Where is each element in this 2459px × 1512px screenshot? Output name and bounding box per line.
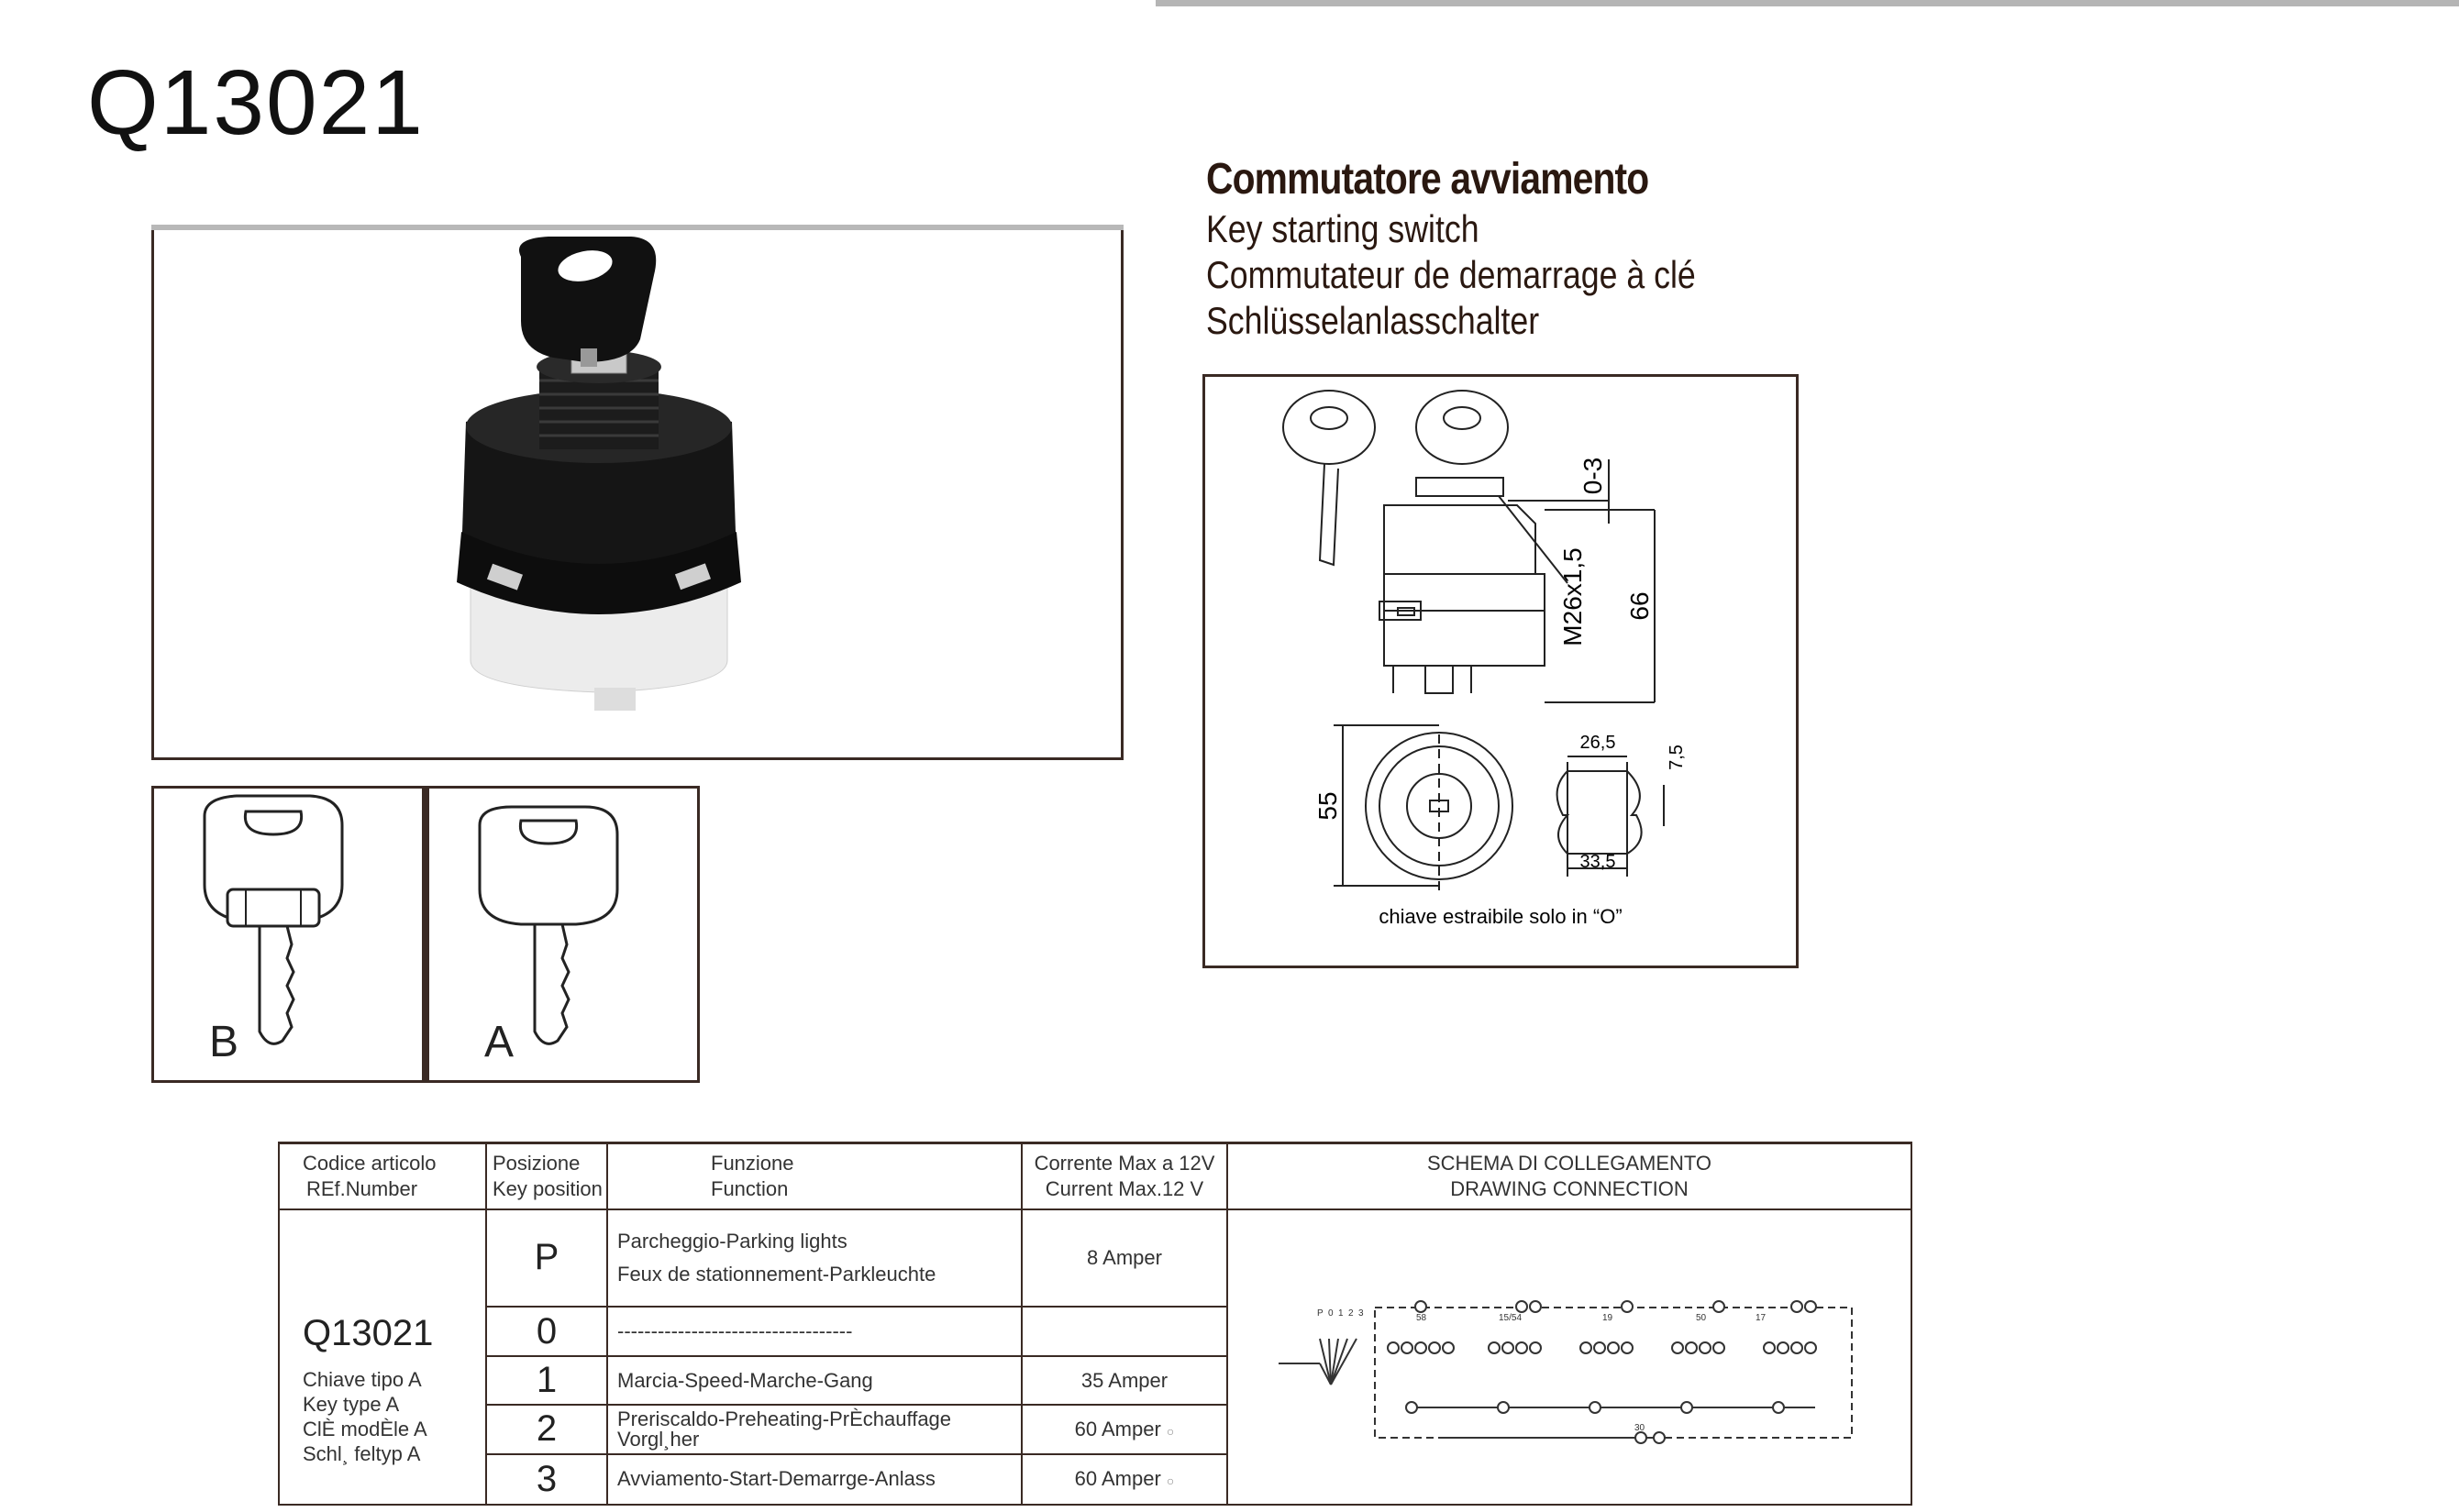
header-code bbox=[279, 1143, 486, 1209]
dim-thread-label: M26x1,5 bbox=[1558, 547, 1587, 646]
table-row bbox=[279, 1209, 1911, 1308]
current-cell bbox=[1022, 1454, 1227, 1504]
header-diagram bbox=[1227, 1143, 1911, 1209]
table-product-code: Q13021 bbox=[303, 1312, 434, 1353]
current-cell: 35 Amper bbox=[1022, 1356, 1227, 1404]
key-type-a-box bbox=[426, 786, 700, 1083]
key-a-icon bbox=[429, 789, 697, 1080]
wiring-diagram bbox=[1228, 1210, 1909, 1504]
function-cell: Avviamento-Start-Demarrge-Anlass bbox=[607, 1454, 1022, 1504]
header-diagram-line1: SCHEMA DI COLLEGAMENTO bbox=[1426, 1151, 1712, 1175]
header-function-line2: Function bbox=[711, 1176, 789, 1200]
technical-drawing-frame bbox=[1202, 374, 1799, 968]
current-value: 60 Amper bbox=[1074, 1467, 1161, 1491]
product-photo-frame bbox=[151, 226, 1124, 760]
terminal-label: 19 bbox=[1602, 1312, 1613, 1323]
header-current bbox=[1022, 1143, 1227, 1209]
current-value: 60 Amper bbox=[1074, 1417, 1161, 1440]
title-italian: Commutatore avviamento bbox=[1206, 155, 1649, 204]
dim-bottom-label: 33,5 bbox=[1579, 852, 1616, 872]
function-line: Feux de stationnement-Parkleuchte bbox=[617, 1262, 936, 1286]
header-code-line2: REf.Number bbox=[306, 1176, 418, 1200]
title-english: Key starting switch bbox=[1206, 207, 1479, 250]
ignition-switch-image bbox=[154, 229, 1121, 757]
drawing-caption: chiave estraibile solo in “O” bbox=[1379, 905, 1623, 928]
switch-pos-label: 3 bbox=[1358, 1308, 1364, 1319]
terminal-label: 17 bbox=[1756, 1312, 1767, 1323]
switch-pos-label: 1 bbox=[1338, 1308, 1344, 1319]
code-cell bbox=[279, 1209, 486, 1505]
dim-depth-label: 7,5 bbox=[1667, 745, 1687, 770]
dim-diameter-label: 55 bbox=[1313, 791, 1342, 821]
header-function bbox=[607, 1143, 1022, 1209]
key-a-label: A bbox=[484, 1018, 515, 1066]
header-function-line1: Funzione bbox=[711, 1151, 794, 1175]
function-line: Parcheggio-Parking lights bbox=[617, 1229, 847, 1253]
position-cell: P bbox=[486, 1209, 607, 1308]
function-cell: ----------------------------------- bbox=[607, 1307, 1022, 1356]
wiring-diagram-cell bbox=[1227, 1209, 1911, 1505]
header-current-line1: Corrente Max a 12V bbox=[1034, 1151, 1215, 1175]
header-code-line1: Codice articolo bbox=[303, 1151, 437, 1175]
terminal-label: 58 bbox=[1416, 1312, 1427, 1323]
table-header-row bbox=[279, 1143, 1911, 1209]
header-position-line1: Posizione bbox=[493, 1151, 581, 1175]
function-line: Preriscaldo-Preheating-PrÈchauffage bbox=[617, 1407, 952, 1430]
dim-height-label: 66 bbox=[1625, 591, 1654, 621]
current-cell bbox=[1022, 1405, 1227, 1454]
position-cell: 2 bbox=[486, 1405, 607, 1454]
header-diagram-line2: DRAWING CONNECTION bbox=[1450, 1176, 1689, 1200]
position-cell: 1 bbox=[486, 1356, 607, 1404]
switch-pos-label: 0 bbox=[1328, 1308, 1334, 1319]
key-type-line: Chiave tipo A bbox=[303, 1367, 422, 1391]
key-type-line: ClÈ modÈle A bbox=[303, 1417, 427, 1440]
header-current-line2: Current Max.12 V bbox=[1045, 1176, 1204, 1200]
key-type-b-box bbox=[151, 786, 425, 1083]
key-type-line: Schl¸ feltyp A bbox=[303, 1441, 421, 1465]
position-cell: 0 bbox=[486, 1307, 607, 1356]
function-line: Vorgl¸her bbox=[617, 1427, 700, 1451]
dim-width-label: 26,5 bbox=[1579, 733, 1616, 753]
dim-top-label: 0-3 bbox=[1578, 457, 1607, 495]
switch-pos-label: P bbox=[1317, 1308, 1324, 1319]
terminal-label: 15/54 bbox=[1499, 1312, 1523, 1323]
title-french: Commutateur de demarrage à clé bbox=[1206, 253, 1696, 296]
current-cell bbox=[1022, 1307, 1227, 1356]
key-box-divider bbox=[423, 786, 426, 1083]
title-block bbox=[1206, 154, 1782, 344]
title-german: Schlüsselanlasschalter bbox=[1206, 299, 1540, 342]
key-b-label: B bbox=[209, 1018, 239, 1066]
key-b-icon bbox=[154, 789, 422, 1080]
terminal-label: 30 bbox=[1634, 1422, 1645, 1433]
position-cell: 3 bbox=[486, 1454, 607, 1504]
terminal-label: 50 bbox=[1696, 1312, 1707, 1323]
header-position-line2: Key position bbox=[493, 1176, 603, 1200]
technical-drawing bbox=[1205, 377, 1796, 966]
product-code: Q13021 bbox=[87, 51, 425, 154]
function-cell bbox=[607, 1405, 1022, 1454]
circle-mark-icon: ○ bbox=[1166, 1423, 1175, 1439]
top-rule bbox=[1156, 0, 2459, 6]
function-cell: Marcia-Speed-Marche-Gang bbox=[607, 1356, 1022, 1404]
function-cell bbox=[607, 1209, 1022, 1308]
spec-table bbox=[278, 1142, 1912, 1506]
circle-mark-icon: ○ bbox=[1166, 1473, 1175, 1489]
switch-pos-label: 2 bbox=[1348, 1308, 1354, 1319]
current-cell: 8 Amper bbox=[1022, 1209, 1227, 1308]
header-position bbox=[486, 1143, 607, 1209]
key-type-line: Key type A bbox=[303, 1392, 400, 1416]
